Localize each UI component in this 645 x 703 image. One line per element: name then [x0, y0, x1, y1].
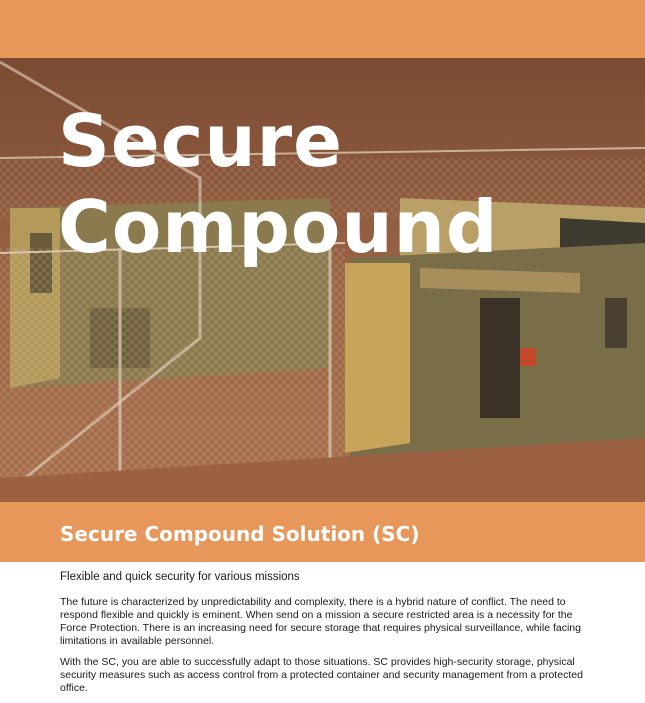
section-heading: Secure Compound Solution (SC)	[60, 522, 420, 546]
title-line-2: Compound	[58, 185, 499, 269]
top-accent-band	[0, 0, 645, 58]
body-content	[60, 570, 600, 703]
page-title	[58, 98, 498, 270]
subheading: Flexible and quick security for various missions	[60, 571, 300, 583]
section-heading-band	[0, 502, 645, 562]
hero-image	[0, 58, 645, 502]
title-line-1: Secure	[58, 99, 343, 183]
paragraph-2: With the SC, you are able to successfully adapt to those situations. SC provides high-security storage, physical security measures such as access control from a protected container and security management from a protected office.	[60, 656, 583, 694]
paragraph-1: The future is characterized by unpredictability and complexity, there is a hybrid nature of conflict. The need to respond flexible and quickly is eminent. When send on a mission a secure restricted area is a necessity for the Force Protection. There is an increasing need for secure storage that requires physical surveillance, while facing limitations in available personnel.	[60, 596, 581, 647]
